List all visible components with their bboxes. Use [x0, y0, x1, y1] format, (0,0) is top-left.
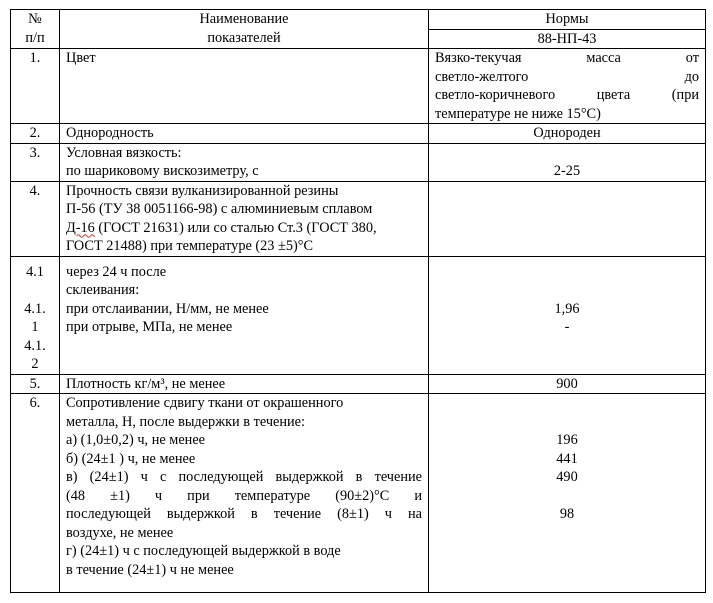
- header-name-cell: [60, 10, 429, 49]
- header-num-line1: №: [28, 11, 42, 27]
- name-line: последующей выдержкой в течение (8±1) ч на: [66, 506, 422, 522]
- row-name: [60, 256, 429, 374]
- table-row: [11, 49, 706, 124]
- header-num-cell: [11, 10, 60, 49]
- name-line: (48 ±1) ч при температуре (90±2)°С и: [66, 487, 422, 504]
- row-name: Цвет: [60, 49, 429, 124]
- name-line: б) (24±1 ) ч, не менее: [66, 450, 196, 467]
- row-number: 2.: [11, 124, 60, 144]
- row-number: 4.: [11, 181, 60, 256]
- name-line: воздухе, не менее: [66, 524, 174, 541]
- value-line: 490: [556, 469, 578, 485]
- header-num-line2: п/п: [25, 29, 45, 46]
- header-norms-grade: 88-НП-43: [429, 29, 706, 49]
- name-line: Сопротивление сдвигу ткани от окрашенного: [66, 395, 344, 411]
- value-line: светло-коричневого цвета (при: [435, 87, 699, 103]
- row-value: 900: [429, 374, 706, 394]
- row-value: [429, 143, 706, 181]
- name-line: склеивания:: [66, 282, 140, 298]
- header-name-line2: показателей: [207, 29, 281, 46]
- row-name: [60, 394, 429, 593]
- row-number: 5.: [11, 374, 60, 394]
- name-line-rest: (ГОСТ 21631) или со сталью Ст.3 (ГОСТ 380,: [94, 219, 377, 236]
- name-line: а) (1,0±0,2) ч, не менее: [66, 432, 206, 448]
- row-number: 4.1 4.1. 1 4.1. 2: [11, 256, 60, 374]
- name-line: в течение (24±1) ч не менее: [66, 561, 234, 578]
- table-row: [11, 256, 706, 374]
- name-line: через 24 ч после: [66, 263, 167, 280]
- name-line: П-56 (ТУ 38 0051166-98) с алюминиевым сплавом: [66, 201, 373, 217]
- row-value: Однороден: [429, 124, 706, 144]
- row-number: 1.: [11, 49, 60, 124]
- name-line: по шариковому вискозиметру, с: [66, 163, 259, 179]
- row-value: [429, 394, 706, 593]
- table-row: [11, 181, 706, 256]
- name-line: Условная вязкость:: [66, 144, 182, 161]
- header-name-line1: Наименование: [199, 11, 289, 27]
- value-line: 196: [556, 432, 578, 448]
- name-line: в) (24±1) ч с последующей выдержкой в течение: [66, 469, 422, 485]
- table-row: [11, 394, 706, 593]
- header-norms-title: Нормы: [429, 10, 706, 30]
- norms-document: [10, 9, 705, 593]
- value-line: 441: [556, 450, 578, 467]
- norms-table: [10, 9, 706, 593]
- name-line: Прочность связи вулканизированной резины: [66, 182, 339, 199]
- table-row: [11, 374, 706, 394]
- name-line: ГОСТ 21488) при температуре (23 ±5)°С: [66, 238, 314, 254]
- row-name: [60, 181, 429, 256]
- value-line: 2-25: [553, 163, 581, 179]
- value-line: Вязко-текучая масса от: [435, 50, 699, 66]
- value-line: 98: [559, 506, 575, 522]
- row-number: 6.: [11, 394, 60, 593]
- header-row: [11, 10, 706, 30]
- row-name: Плотность кг/м³, не менее: [60, 374, 429, 394]
- name-line: при отслаивании, Н/мм, не менее: [66, 300, 269, 317]
- row-value: [429, 256, 706, 374]
- name-line: металла, Н, после выдержки в течение:: [66, 413, 305, 430]
- value-line: температуре не ниже 15°С): [435, 105, 601, 122]
- spellcheck-marked-word: Д-16: [66, 219, 95, 236]
- row-value: [429, 181, 706, 256]
- value-line: 1,96: [554, 300, 580, 317]
- name-line: г) (24±1) ч с последующей выдержкой в воде: [66, 543, 341, 559]
- row-name: [60, 143, 429, 181]
- table-row: [11, 124, 706, 144]
- row-name: Однородность: [60, 124, 429, 144]
- row-number: 3.: [11, 143, 60, 181]
- row-value: [429, 49, 706, 124]
- value-line: -: [564, 319, 570, 335]
- table-row: [11, 143, 706, 181]
- name-line: при отрыве, МПа, не менее: [66, 319, 233, 335]
- name-line: [66, 219, 422, 238]
- value-line: светло-желтого до: [435, 68, 699, 85]
